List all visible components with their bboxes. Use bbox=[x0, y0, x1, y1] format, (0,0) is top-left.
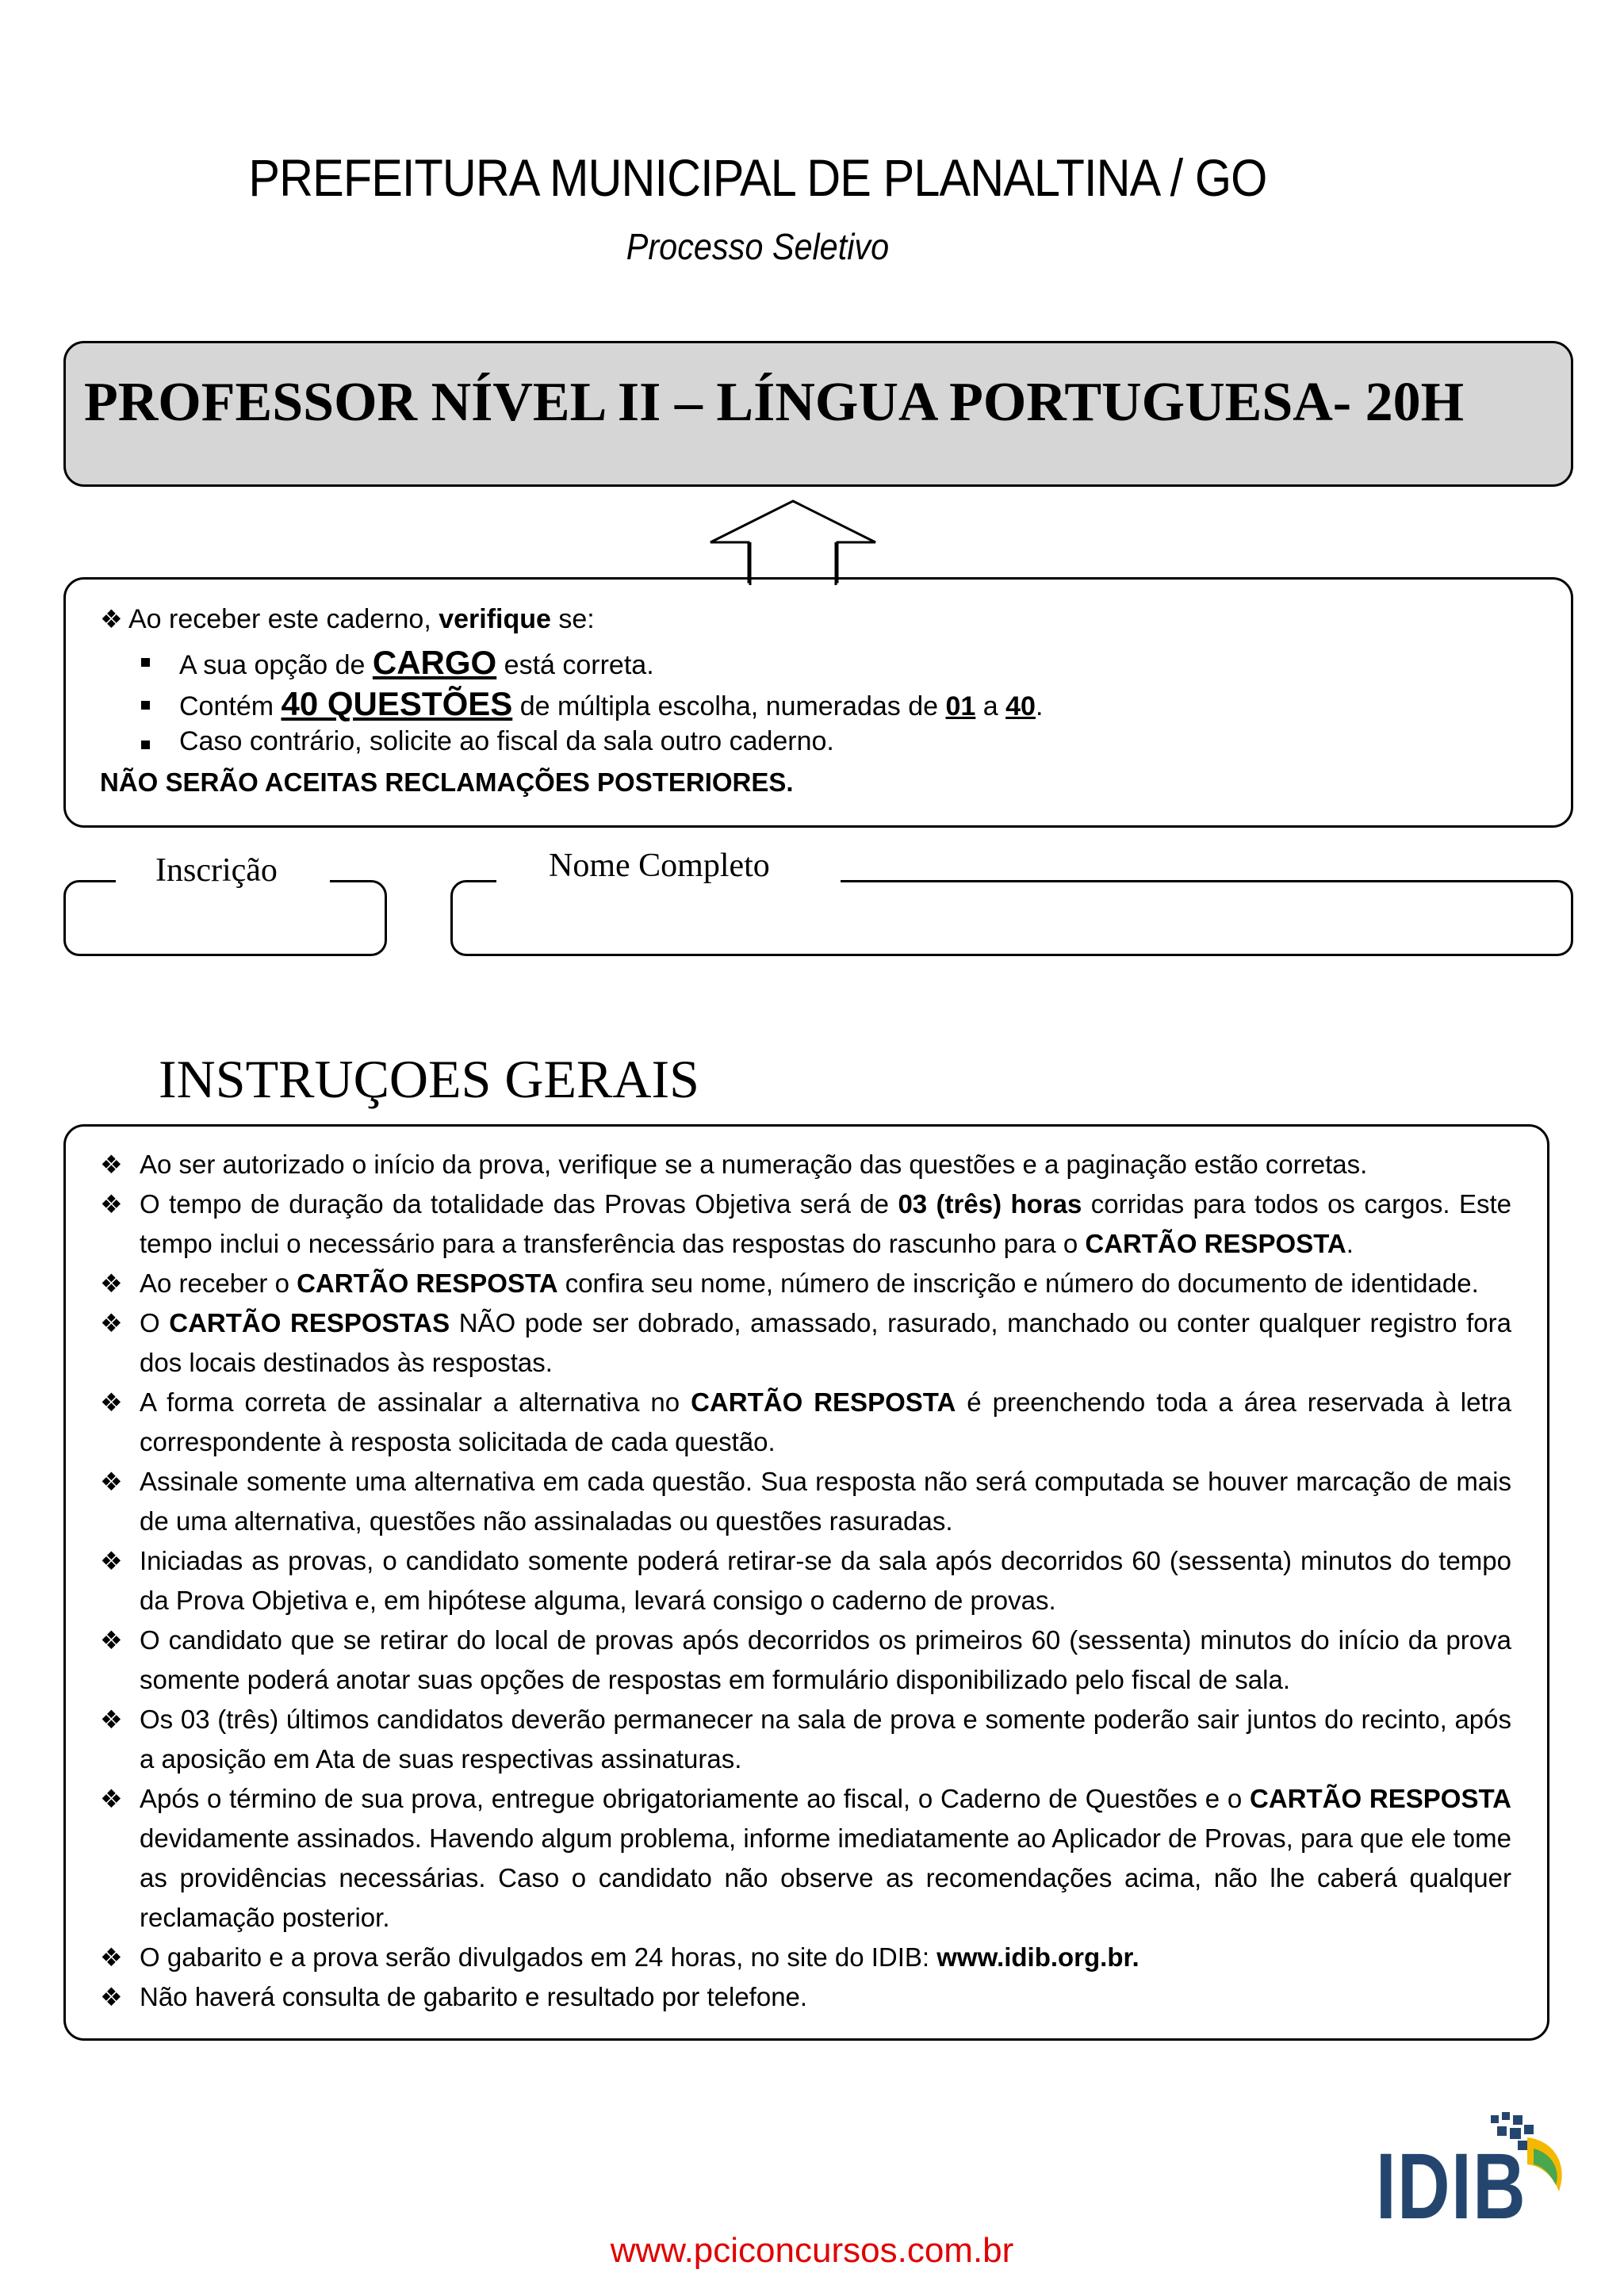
list-item: ❖ A forma correta de assinalar a alternativa no CARTÃO RESPOSTA é preenchendo toda a área reservada à letra correspondente à resposta solicitada de cada questão. bbox=[100, 1383, 1511, 1462]
list-item: ❖ O gabarito e a prova serão divulgados em 24 horas, no site do IDIB: www.idib.org.br. bbox=[100, 1938, 1511, 1977]
diamond-bullet-icon: ❖ bbox=[100, 1388, 123, 1417]
diamond-bullet-icon: ❖ bbox=[100, 1785, 123, 1813]
diamond-bullet-icon: ❖ bbox=[100, 1468, 123, 1496]
list-item: ❖ Iniciadas as provas, o candidato somente poderá retirar-se da sala após decorridos 60 (sessenta) minutos do tempo da Prova Objetiva e, em hipótese alguma, levará consigo o caderno de provas. bbox=[100, 1541, 1511, 1621]
diamond-bullet-icon: ❖ bbox=[100, 1983, 123, 2011]
diamond-bullet-icon: ❖ bbox=[100, 605, 123, 633]
idib-logo-text: IDIB bbox=[1376, 2134, 1527, 2239]
verify-warning: NÃO SERÃO ACEITAS RECLAMAÇÕES POSTERIORES. bbox=[100, 767, 794, 797]
list-item: ❖ O candidato que se retirar do local de provas após decorridos os primeiros 60 (sessenta) minutos do início da prova somente poderá anotar suas opções de respostas em formulário disponibilizado pelo fiscal de sala. bbox=[100, 1621, 1511, 1700]
list-item: ❖ Assinale somente uma alternativa em cada questão. Sua resposta não será computada se houver marcação de mais de uma alternativa, questões não assinaladas ou questões rasuradas. bbox=[100, 1462, 1511, 1541]
list-item: ❖ Após o término de sua prova, entregue obrigatoriamente ao fiscal, o Caderno de Questões e o CARTÃO RESPOSTA devidamente assinados. Havendo algum problema, informe imediatamente ao Aplicador de Provas, para que ele tome as providências necessárias. Caso o candidato não observe as recomendações acima, não lhe caberá qualquer reclamação posterior. bbox=[100, 1779, 1511, 1938]
diamond-bullet-icon: ❖ bbox=[100, 1626, 123, 1655]
instructions-title: INSTRUÇOES GERAIS bbox=[159, 1049, 699, 1109]
square-bullet-icon bbox=[141, 658, 150, 667]
page-title: PREFEITURA MUNICIPAL DE PLANALTINA / GO bbox=[248, 148, 1267, 207]
verify-item-caso: Caso contrário, solicite ao fiscal da sala outro caderno. bbox=[179, 726, 834, 756]
list-item: ❖ Os 03 (três) últimos candidatos deverão permanecer na sala de prova e somente poderão sair juntos do recinto, após a aposição em Ata de suas respectivas assinaturas. bbox=[100, 1700, 1511, 1779]
diamond-bullet-icon: ❖ bbox=[100, 1269, 123, 1298]
diamond-bullet-icon: ❖ bbox=[100, 1309, 123, 1337]
page-subtitle: Processo Seletivo bbox=[626, 226, 890, 267]
verify-item-cargo: A sua opção de CARGO está correta. bbox=[179, 644, 654, 681]
list-item: ❖ O tempo de duração da totalidade das Provas Objetiva será de 03 (três) horas corridas para todos os cargos. Este tempo inclui o necessário para a transferência das respostas do rascunho para o CARTÃO RESPOSTA. bbox=[100, 1184, 1511, 1264]
diamond-bullet-icon: ❖ bbox=[100, 1705, 123, 1734]
verify-intro: ❖ Ao receber este caderno, verifique se: bbox=[100, 604, 595, 634]
footer-url[interactable]: www.pciconcursos.com.br bbox=[610, 2231, 1014, 2270]
diamond-bullet-icon: ❖ bbox=[100, 1150, 123, 1179]
inscricao-field[interactable] bbox=[63, 880, 387, 956]
list-item: ❖ Ao ser autorizado o início da prova, verifique se a numeração das questões e a paginação estão corretas. bbox=[100, 1145, 1511, 1184]
up-arrow-icon bbox=[706, 498, 880, 585]
list-item: ❖ Ao receber o CARTÃO RESPOSTA confira seu nome, número de inscrição e número do documento de identidade. bbox=[100, 1264, 1511, 1303]
diamond-bullet-icon: ❖ bbox=[100, 1190, 123, 1219]
nome-completo-field[interactable] bbox=[450, 880, 1573, 956]
instructions-list bbox=[100, 1145, 1511, 2017]
list-item: ❖ Não haverá consulta de gabarito e resultado por telefone. bbox=[100, 1977, 1511, 2017]
square-bullet-icon bbox=[141, 701, 150, 710]
nome-completo-label: Nome Completo bbox=[549, 848, 770, 884]
list-item: ❖ O CARTÃO RESPOSTAS NÃO pode ser dobrado, amassado, rasurado, manchado ou conter qualquer registro fora dos locais destinados às respostas. bbox=[100, 1303, 1511, 1383]
inscricao-label: Inscrição bbox=[155, 852, 278, 889]
verify-item-questoes: Contém 40 QUESTÕES de múltipla escolha, numeradas de 01 a 40. bbox=[179, 685, 1044, 722]
square-bullet-icon bbox=[141, 740, 150, 749]
diamond-bullet-icon: ❖ bbox=[100, 1547, 123, 1575]
diamond-bullet-icon: ❖ bbox=[100, 1943, 123, 1972]
cargo-title: PROFESSOR NÍVEL II – LÍNGUA PORTUGUESA- 20H bbox=[84, 372, 1465, 433]
